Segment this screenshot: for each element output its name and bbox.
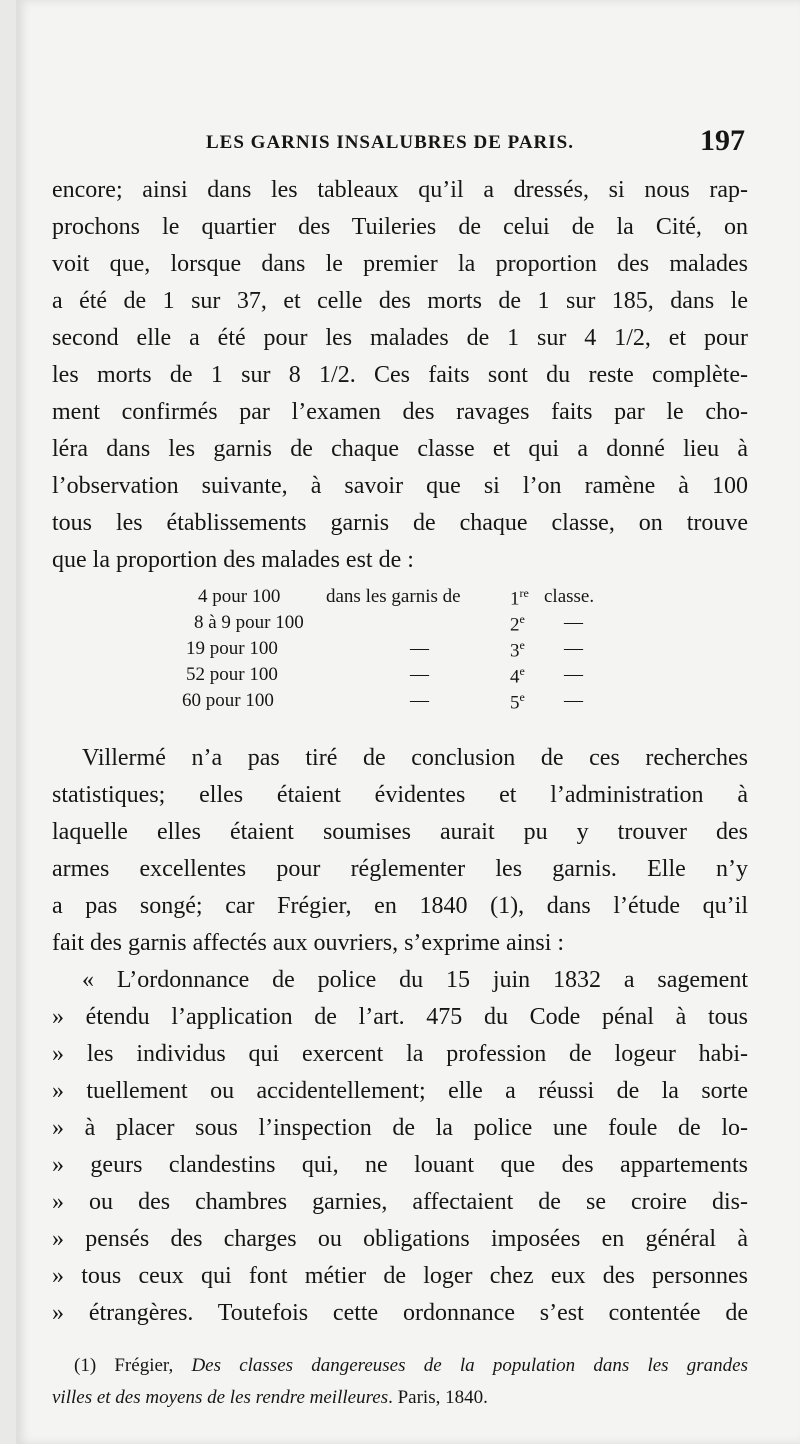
text-line: Villermé n’a pas tiré de conclusion de ces recherches: [82, 745, 748, 771]
class-superscript: e: [519, 638, 525, 652]
text-line: voit que, lorsque dans le premier la proportion des malades: [52, 251, 748, 277]
class-superscript: e: [519, 612, 525, 626]
text-line: a été de 1 sur 37, et celle des morts de 1 sur 185, dans le: [52, 288, 748, 314]
text-line: laquelle elles étaient soumises aurait pu y trouver des: [52, 819, 748, 845]
text-line: encore; ainsi dans les tableaux qu’il a dressés, si nous rap-: [52, 177, 748, 203]
table-cell-rate: 60 pour 100: [182, 690, 274, 711]
table-cell-class: [510, 586, 529, 610]
table-cell-suffix: —: [564, 690, 583, 711]
text-line: statistiques; elles étaient évidentes et l’administration à: [52, 782, 748, 808]
quote-line: » ou des chambres garnies, affectaient de se croire dis-: [52, 1189, 748, 1215]
footnote: [52, 1350, 748, 1414]
footnote-title-part: villes et des moyens de les rendre meilleures: [52, 1387, 389, 1408]
class-number: 3: [510, 640, 520, 662]
class-number: 5: [510, 692, 520, 714]
table-cell-text: —: [410, 690, 429, 711]
table-row: [0, 586, 800, 612]
footnote-marker: (1) Frégier,: [74, 1355, 174, 1376]
text-line: armes excellentes pour réglementer les garnis. Elle n’y: [52, 856, 748, 882]
class-number: 4: [510, 666, 520, 688]
class-number: 1: [510, 588, 520, 610]
text-line: fait des garnis affectés aux ouvriers, s’exprime ainsi :: [52, 930, 565, 956]
table-cell-text: —: [410, 664, 429, 685]
table-cell-class: [510, 690, 525, 714]
text-line: que la proportion des malades est de :: [52, 547, 414, 573]
table-cell-rate: 19 pour 100: [186, 638, 278, 659]
running-title: LES GARNIS INSALUBRES DE PARIS.: [206, 132, 574, 153]
proportion-table: [0, 586, 800, 716]
table-row: [0, 638, 800, 664]
text-line: l’observation suivante, à savoir que si l’on ramène à 100: [52, 473, 748, 499]
quotation: [52, 962, 748, 1332]
table-row: [0, 664, 800, 690]
text-line: léra dans les garnis de chaque classe et qui a donné lieu à: [52, 436, 748, 462]
class-superscript: re: [519, 586, 529, 600]
text-line: ment confirmés par l’examen des ravages faits par le cho-: [52, 399, 748, 425]
quote-line: » à placer sous l’inspection de la police une foule de lo-: [52, 1115, 748, 1141]
table-row: [0, 612, 800, 638]
table-cell-rate: 4 pour 100: [198, 586, 281, 607]
table-cell-suffix: —: [564, 638, 583, 659]
quote-line: » étrangères. Toutefois cette ordonnance s’est contentée de: [52, 1300, 748, 1326]
table-cell-suffix: classe.: [544, 586, 595, 607]
table-cell-class: [510, 638, 525, 662]
quote-line: » pensés des charges ou obligations imposées en général à: [52, 1226, 748, 1252]
table-cell-suffix: —: [564, 664, 583, 685]
paragraph-2: [52, 740, 748, 1332]
table-cell-text: —: [410, 638, 429, 659]
footnote-title-part: Des classes dangereuses de la population dans les grandes: [191, 1355, 749, 1376]
text-line: tous les établissements garnis de chaque classe, on trouve: [52, 510, 748, 536]
quote-line: » tous ceux qui font métier de loger chez eux des personnes: [52, 1263, 748, 1289]
quote-line: » étendu l’application de l’art. 475 du Code pénal à tous: [52, 1004, 748, 1030]
footnote-tail: . Paris, 1840.: [388, 1387, 488, 1408]
table-cell-rate: 8 à 9 pour 100: [194, 612, 304, 633]
page-header: [0, 124, 800, 164]
class-superscript: e: [519, 690, 525, 704]
table-cell-rate: 52 pour 100: [186, 664, 278, 685]
quote-line: » geurs clandestins qui, ne louant que des appartements: [52, 1152, 748, 1178]
table-row: [0, 690, 800, 716]
quote-line: « L’ordonnance de police du 15 juin 1832 a sagement: [82, 967, 748, 993]
table-cell-class: [510, 664, 525, 688]
footnote-line: [52, 1382, 748, 1414]
paragraph-1: [52, 172, 748, 579]
class-number: 2: [510, 614, 520, 636]
table-cell-suffix: —: [564, 612, 583, 633]
footnote-line: [52, 1350, 748, 1382]
text-line: les morts de 1 sur 8 1/2. Ces faits sont du reste complète-: [52, 362, 748, 388]
quote-line: » les individus qui exercent la profession de logeur habi-: [52, 1041, 748, 1067]
class-superscript: e: [519, 664, 525, 678]
table-cell-class: [510, 612, 525, 636]
table-cell-text: dans les garnis de: [326, 586, 461, 607]
text-line: prochons le quartier des Tuileries de celui de la Cité, on: [52, 214, 748, 240]
text-line: second elle a été pour les malades de 1 sur 4 1/2, et pour: [52, 325, 748, 351]
text-line: a pas songé; car Frégier, en 1840 (1), dans l’étude qu’il: [52, 893, 748, 919]
page-number: 197: [700, 124, 745, 157]
quote-line: » tuellement ou accidentellement; elle a réussi de la sorte: [52, 1078, 748, 1104]
